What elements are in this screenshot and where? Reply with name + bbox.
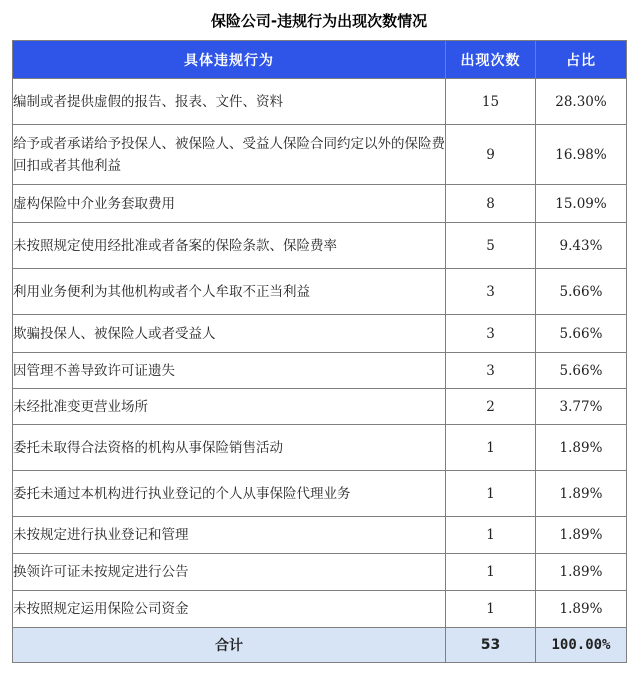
- ratio-cell: 5.66%: [536, 315, 627, 353]
- behavior-cell: 欺骗投保人、被保险人或者受益人: [13, 315, 446, 353]
- ratio-cell: 1.89%: [536, 425, 627, 471]
- total-row: [13, 628, 627, 663]
- behavior-cell: 未按照规定使用经批准或者备案的保险条款、保险费率: [13, 223, 446, 269]
- table-row: [13, 471, 627, 517]
- table-row: [13, 591, 627, 628]
- table-row: [13, 315, 627, 353]
- ratio-cell: 28.30%: [536, 79, 627, 125]
- count-cell: 9: [446, 125, 536, 185]
- table-row: [13, 554, 627, 591]
- count-cell: 3: [446, 315, 536, 353]
- behavior-cell: 未按照规定运用保险公司资金: [13, 591, 446, 628]
- table-row: [13, 223, 627, 269]
- table-row: [13, 79, 627, 125]
- total-ratio: 100.00%: [536, 628, 627, 663]
- behavior-cell: 委托未通过本机构进行执业登记的个人从事保险代理业务: [13, 471, 446, 517]
- ratio-cell: 1.89%: [536, 471, 627, 517]
- header-count: 出现次数: [446, 41, 536, 79]
- count-cell: 5: [446, 223, 536, 269]
- table-row: [13, 125, 627, 185]
- table-row: [13, 517, 627, 554]
- table-row: [13, 269, 627, 315]
- count-cell: 3: [446, 353, 536, 389]
- ratio-cell: 3.77%: [536, 389, 627, 425]
- behavior-cell: 虚构保险中介业务套取费用: [13, 185, 446, 223]
- behavior-cell: 委托未取得合法资格的机构从事保险销售活动: [13, 425, 446, 471]
- count-cell: 8: [446, 185, 536, 223]
- table-row: [13, 389, 627, 425]
- behavior-cell: 因管理不善导致许可证遗失: [13, 353, 446, 389]
- count-cell: 2: [446, 389, 536, 425]
- ratio-cell: 9.43%: [536, 223, 627, 269]
- count-cell: 1: [446, 425, 536, 471]
- behavior-cell: 未按规定进行执业登记和管理: [13, 517, 446, 554]
- behavior-cell: 编制或者提供虚假的报告、报表、文件、资料: [13, 79, 446, 125]
- ratio-cell: 1.89%: [536, 517, 627, 554]
- behavior-cell: 换领许可证未按规定进行公告: [13, 554, 446, 591]
- header-behavior: 具体违规行为: [13, 41, 446, 79]
- table-row: [13, 353, 627, 389]
- header-ratio: 占比: [536, 41, 627, 79]
- ratio-cell: 1.89%: [536, 591, 627, 628]
- count-cell: 1: [446, 554, 536, 591]
- count-cell: 1: [446, 517, 536, 554]
- ratio-cell: 5.66%: [536, 269, 627, 315]
- table-row: [13, 425, 627, 471]
- total-label: 合计: [13, 628, 446, 663]
- header-row: [13, 41, 627, 79]
- violation-stats-table: [12, 40, 627, 663]
- table-title: 保险公司-违规行为出现次数情况: [210, 12, 428, 30]
- count-cell: 1: [446, 471, 536, 517]
- behavior-cell: 未经批准变更营业场所: [13, 389, 446, 425]
- ratio-cell: 5.66%: [536, 353, 627, 389]
- behavior-cell: 给予或者承诺给予投保人、被保险人、受益人保险合同约定以外的保险费回扣或者其他利益: [13, 125, 446, 185]
- ratio-cell: 16.98%: [536, 125, 627, 185]
- total-count: 53: [446, 628, 536, 663]
- count-cell: 3: [446, 269, 536, 315]
- behavior-cell: 利用业务便利为其他机构或者个人牟取不正当利益: [13, 269, 446, 315]
- count-cell: 15: [446, 79, 536, 125]
- ratio-cell: 15.09%: [536, 185, 627, 223]
- ratio-cell: 1.89%: [536, 554, 627, 591]
- count-cell: 1: [446, 591, 536, 628]
- table-row: [13, 185, 627, 223]
